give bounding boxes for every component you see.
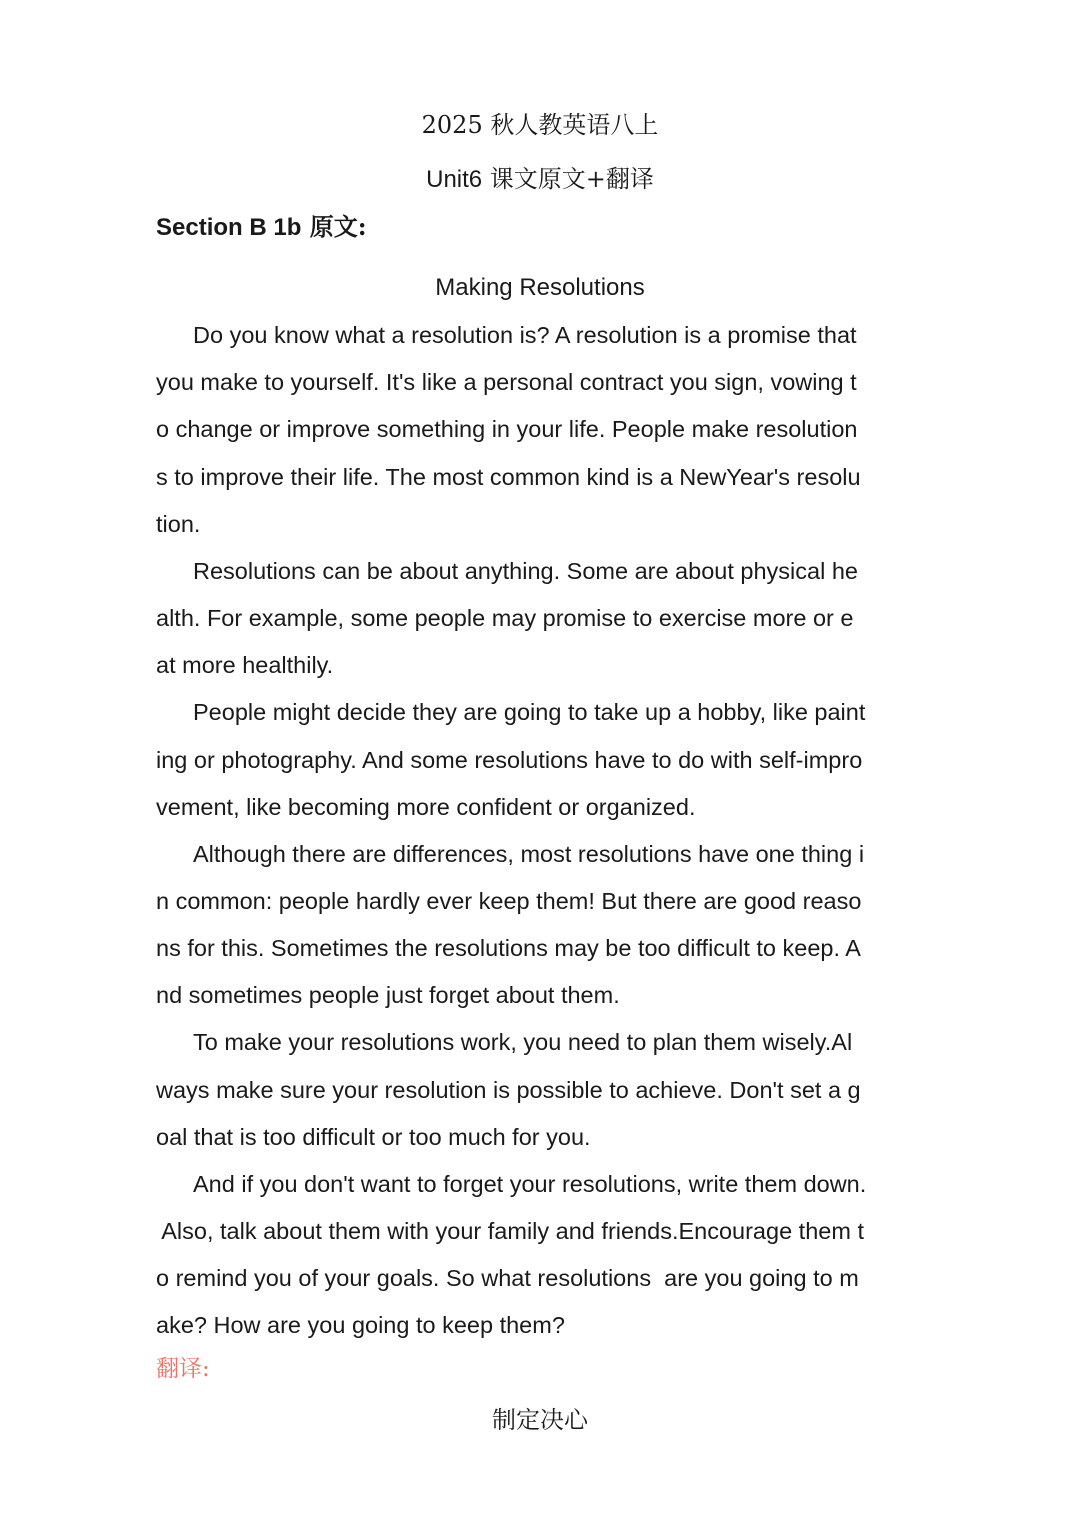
article-line: at more healthily. bbox=[156, 652, 334, 678]
article-line: Resolutions can be about anything. Some are about physical he bbox=[193, 558, 858, 584]
article-line: nd sometimes people just forget about them. bbox=[156, 982, 620, 1008]
article-line: ways make sure your resolution is possible to achieve. Don't set a g bbox=[156, 1077, 861, 1103]
translation-title: 制定决心 bbox=[492, 1406, 588, 1434]
article-title: Making Resolutions bbox=[435, 274, 645, 301]
article-line: People might decide they are going to take up a hobby, like paint bbox=[193, 699, 866, 725]
article-line: tion. bbox=[156, 511, 201, 537]
article-line: o remind you of your goals. So what resolutions are you going to m bbox=[156, 1265, 859, 1291]
article-line: To make your resolutions work, you need to plan them wisely.Al bbox=[193, 1029, 853, 1055]
section-heading bbox=[156, 212, 367, 243]
article-line: o change or improve something in your life. People make resolution bbox=[156, 416, 858, 442]
article-line: And if you don't want to forget your resolutions, write them down. bbox=[193, 1171, 867, 1197]
article-line: vement, like becoming more confident or organized. bbox=[156, 794, 696, 820]
article-line: n common: people hardly ever keep them! But there are good reaso bbox=[156, 888, 862, 914]
article-line: ns for this. Sometimes the resolutions may be too difficult to keep. A bbox=[156, 935, 861, 961]
article-line: ake? How are you going to keep them? bbox=[156, 1312, 565, 1338]
translation-label: 翻译: bbox=[156, 1356, 210, 1382]
subtitle-description: 课文原文+翻译 bbox=[482, 165, 654, 193]
article-line: oal that is too difficult or too much for you. bbox=[156, 1124, 591, 1150]
unit-label: Unit6 bbox=[426, 166, 483, 193]
article-line: s to improve their life. The most common kind is a NewYear's resolu bbox=[156, 464, 861, 490]
article-line: you make to yourself. It's like a personal contract you sign, vowing t bbox=[156, 369, 857, 395]
section-original-label: 原文: bbox=[301, 212, 367, 241]
article-line: alth. For example, some people may promise to exercise more or e bbox=[156, 605, 854, 631]
article-line: Do you know what a resolution is? A resolution is a promise that bbox=[193, 322, 857, 348]
document-title: 2025 秋人教英语八上 bbox=[421, 111, 659, 139]
article-line: Also, talk about them with your family and friends.Encourage them t bbox=[156, 1218, 864, 1244]
section-label: Section B 1b bbox=[156, 214, 302, 241]
article-line: Although there are differences, most resolutions have one thing i bbox=[193, 841, 865, 867]
document-subtitle bbox=[0, 164, 1080, 195]
article-line: ing or photography. And some resolutions have to do with self-impro bbox=[156, 747, 863, 773]
